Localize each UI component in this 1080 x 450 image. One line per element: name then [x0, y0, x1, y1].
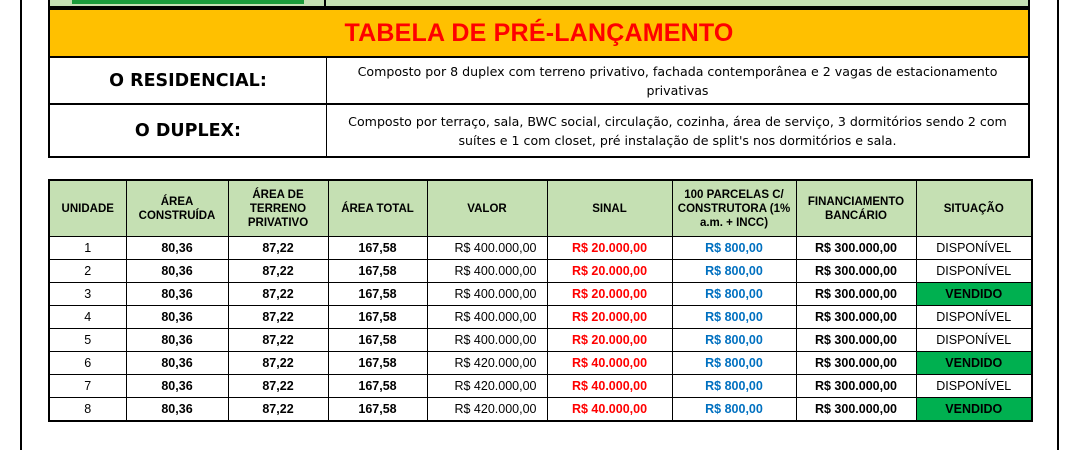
cell-financiamento: R$ 300.000,00 — [796, 329, 916, 352]
cell-area-construida: 80,36 — [126, 352, 228, 375]
cell-sinal: R$ 40.000,00 — [547, 352, 672, 375]
cell-area-total: 167,58 — [328, 329, 427, 352]
info-row-duplex — [48, 105, 1030, 158]
cell-area-total: 167,58 — [328, 260, 427, 283]
table-header-row — [49, 180, 1032, 237]
cell-situacao: DISPONÍVEL — [916, 329, 1032, 352]
info-label-residencial: O RESIDENCIAL: — [50, 58, 327, 103]
strip-separator — [324, 0, 326, 6]
page-title: TABELA DE PRÉ-LANÇAMENTO — [344, 18, 734, 47]
cell-area-total: 167,58 — [328, 306, 427, 329]
info-label-duplex: O DUPLEX: — [50, 105, 327, 156]
cell-area-total: 167,58 — [328, 352, 427, 375]
cell-parcelas: R$ 800,00 — [672, 329, 796, 352]
cell-parcelas: R$ 800,00 — [672, 375, 796, 398]
cell-situacao: DISPONÍVEL — [916, 306, 1032, 329]
table-row — [49, 283, 1032, 306]
cell-unidade: 5 — [49, 329, 126, 352]
cell-financiamento: R$ 300.000,00 — [796, 375, 916, 398]
cell-unidade: 6 — [49, 352, 126, 375]
info-desc-duplex: Composto por terraço, sala, BWC social, circulação, cozinha, área de serviço, 3 dormitórios sendo 2 com suítes e 1 com closet, pré instalação de split's nos dormitórios e sala. — [348, 113, 1007, 148]
cell-area-terreno: 87,22 — [228, 260, 328, 283]
logo-fragment — [72, 0, 304, 4]
cell-area-total: 167,58 — [328, 398, 427, 422]
cell-parcelas: R$ 800,00 — [672, 352, 796, 375]
cell-unidade: 3 — [49, 283, 126, 306]
cell-area-construida: 80,36 — [126, 283, 228, 306]
cell-parcelas: R$ 800,00 — [672, 306, 796, 329]
cell-area-total: 167,58 — [328, 283, 427, 306]
cell-valor: R$ 420.000,00 — [427, 375, 547, 398]
cell-area-terreno: 87,22 — [228, 375, 328, 398]
cell-situacao-vendido: VENDIDO — [916, 283, 1032, 306]
cell-financiamento: R$ 300.000,00 — [796, 306, 916, 329]
cell-area-total: 167,58 — [328, 237, 427, 260]
cell-situacao-vendido: VENDIDO — [916, 398, 1032, 422]
cell-financiamento: R$ 300.000,00 — [796, 237, 916, 260]
cell-area-terreno: 87,22 — [228, 306, 328, 329]
cell-financiamento: R$ 300.000,00 — [796, 398, 916, 422]
table-row — [49, 237, 1032, 260]
cell-unidade: 8 — [49, 398, 126, 422]
col-header-valor: VALOR — [427, 180, 547, 237]
cell-sinal: R$ 40.000,00 — [547, 398, 672, 422]
cell-area-construida: 80,36 — [126, 260, 228, 283]
cell-sinal: R$ 20.000,00 — [547, 306, 672, 329]
cell-sinal: R$ 20.000,00 — [547, 283, 672, 306]
top-cropped-strip — [48, 0, 1030, 8]
col-header-area-terreno: ÁREA DE TERRENO PRIVATIVO — [228, 180, 328, 237]
cell-financiamento: R$ 300.000,00 — [796, 283, 916, 306]
sheet-frame-right — [1057, 0, 1059, 450]
cell-valor: R$ 400.000,00 — [427, 306, 547, 329]
title-bar — [48, 8, 1030, 58]
cell-valor: R$ 400.000,00 — [427, 260, 547, 283]
cell-unidade: 4 — [49, 306, 126, 329]
cell-area-construida: 80,36 — [126, 375, 228, 398]
col-header-sinal: SINAL — [547, 180, 672, 237]
table-row — [49, 375, 1032, 398]
cell-sinal: R$ 20.000,00 — [547, 237, 672, 260]
cell-valor: R$ 400.000,00 — [427, 283, 547, 306]
cell-area-construida: 80,36 — [126, 329, 228, 352]
cell-area-construida: 80,36 — [126, 306, 228, 329]
cell-valor: R$ 400.000,00 — [427, 237, 547, 260]
cell-unidade: 7 — [49, 375, 126, 398]
cell-sinal: R$ 40.000,00 — [547, 375, 672, 398]
info-desc-residencial: Composto por 8 duplex com terreno privativo, fachada contemporânea e 2 vagas de estacionamento privativas — [357, 63, 998, 98]
col-header-unidade: UNIDADE — [49, 180, 126, 237]
cell-area-terreno: 87,22 — [228, 352, 328, 375]
col-header-parcelas: 100 PARCELAS C/ CONSTRUTORA (1% a.m. + INCC) — [672, 180, 796, 237]
table-row — [49, 329, 1032, 352]
col-header-situacao: SITUAÇÃO — [916, 180, 1032, 237]
cell-situacao: DISPONÍVEL — [916, 237, 1032, 260]
cell-area-total: 167,58 — [328, 375, 427, 398]
cell-sinal: R$ 20.000,00 — [547, 329, 672, 352]
cell-parcelas: R$ 800,00 — [672, 398, 796, 422]
cell-parcelas: R$ 800,00 — [672, 237, 796, 260]
cell-area-terreno: 87,22 — [228, 398, 328, 422]
cell-situacao: DISPONÍVEL — [916, 260, 1032, 283]
cell-area-construida: 80,36 — [126, 398, 228, 422]
cell-financiamento: R$ 300.000,00 — [796, 352, 916, 375]
units-table — [48, 179, 1033, 422]
cell-valor: R$ 420.000,00 — [427, 398, 547, 422]
cell-area-terreno: 87,22 — [228, 237, 328, 260]
cell-area-terreno: 87,22 — [228, 283, 328, 306]
cell-situacao: DISPONÍVEL — [916, 375, 1032, 398]
table-row — [49, 260, 1032, 283]
cell-parcelas: R$ 800,00 — [672, 260, 796, 283]
info-row-residencial — [48, 58, 1030, 105]
col-header-financiamento: FINANCIAMENTO BANCÁRIO — [796, 180, 916, 237]
col-header-area-construida: ÁREA CONSTRUÍDA — [126, 180, 228, 237]
cell-area-construida: 80,36 — [126, 237, 228, 260]
cell-situacao-vendido: VENDIDO — [916, 352, 1032, 375]
cell-valor: R$ 420.000,00 — [427, 352, 547, 375]
col-header-area-total: ÁREA TOTAL — [328, 180, 427, 237]
table-row — [49, 398, 1032, 422]
cell-sinal: R$ 20.000,00 — [547, 260, 672, 283]
table-row — [49, 306, 1032, 329]
cell-financiamento: R$ 300.000,00 — [796, 260, 916, 283]
cell-valor: R$ 400.000,00 — [427, 329, 547, 352]
sheet-frame-left — [20, 0, 22, 450]
cell-area-terreno: 87,22 — [228, 329, 328, 352]
cell-parcelas: R$ 800,00 — [672, 283, 796, 306]
table-row — [49, 352, 1032, 375]
cell-unidade: 1 — [49, 237, 126, 260]
cell-unidade: 2 — [49, 260, 126, 283]
